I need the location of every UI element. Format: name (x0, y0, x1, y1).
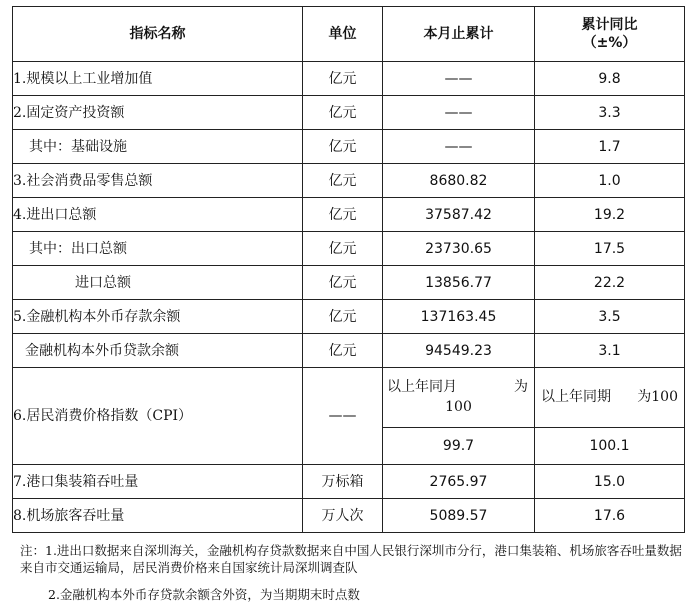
cpi-base-period (535, 368, 685, 428)
table-row (13, 198, 685, 232)
table-row (13, 266, 685, 300)
cpi-base-period-right: 为100 (637, 389, 678, 405)
row-unit: 万人次 (303, 499, 383, 533)
row-value: 94549.23 (383, 334, 535, 368)
row-yoy: 3.1 (535, 334, 685, 368)
cpi-name: 6.居民消费价格指数（CPI） (13, 368, 303, 465)
row-yoy: 1.0 (535, 164, 685, 198)
cpi-base-month-bottom: 100 (445, 399, 472, 415)
row-name: 5.金融机构本外币存款余额 (13, 300, 303, 334)
row-yoy: 3.5 (535, 300, 685, 334)
table-row (13, 164, 685, 198)
table-row (13, 232, 685, 266)
row-value: 8680.82 (383, 164, 535, 198)
row-unit: 亿元 (303, 198, 383, 232)
row-name: 4.进出口总额 (13, 198, 303, 232)
row-value: —— (383, 62, 535, 96)
table-row (13, 96, 685, 130)
row-unit: 亿元 (303, 334, 383, 368)
row-name: 金融机构本外币贷款余额 (13, 334, 303, 368)
row-name: 进口总额 (13, 266, 303, 300)
row-name: 1.规模以上工业增加值 (13, 62, 303, 96)
header-yoy-line2: （±%） (582, 35, 637, 51)
row-yoy: 17.5 (535, 232, 685, 266)
table-row (13, 62, 685, 96)
header-yoy (535, 7, 685, 62)
row-unit: 亿元 (303, 164, 383, 198)
row-name: 其中：基础设施 (13, 130, 303, 164)
row-yoy: 15.0 (535, 465, 685, 499)
cpi-unit: —— (303, 368, 383, 465)
footnote-1: 注：1.进出口数据来自深圳海关，金融机构存贷款数据来自中国人民银行深圳市分行，港口集装箱、机场旅客吞吐量数据来自市交通运输局，居民消费价格来自国家统计局深圳调查队 (20, 543, 682, 575)
row-value: 2765.97 (383, 465, 535, 499)
cpi-row (13, 368, 685, 428)
cpi-value: 99.7 (383, 427, 535, 464)
row-unit: 亿元 (303, 62, 383, 96)
header-indicator-name: 指标名称 (13, 7, 303, 62)
row-value: —— (383, 96, 535, 130)
table-row (13, 130, 685, 164)
header-unit: 单位 (303, 7, 383, 62)
row-unit: 亿元 (303, 232, 383, 266)
row-yoy: 3.3 (535, 96, 685, 130)
cpi-base-period-left: 以上年同期 (541, 389, 611, 405)
table-row (13, 334, 685, 368)
row-name: 7.港口集装箱吞吐量 (13, 465, 303, 499)
footnote-2: 2.金融机构本外币存贷款余额含外资，为当期期末时点数 (48, 587, 360, 602)
row-value: 23730.65 (383, 232, 535, 266)
cpi-base-month-right: 为 (514, 379, 528, 395)
row-name: 2.固定资产投资额 (13, 96, 303, 130)
row-yoy: 19.2 (535, 198, 685, 232)
statistics-table (12, 6, 685, 533)
header-cumulative: 本月止累计 (383, 7, 535, 62)
row-unit: 亿元 (303, 266, 383, 300)
row-unit: 万标箱 (303, 465, 383, 499)
table-row (13, 499, 685, 533)
row-name: 其中：出口总额 (13, 232, 303, 266)
cpi-base-month (383, 368, 535, 428)
row-yoy: 17.6 (535, 499, 685, 533)
row-value: 37587.42 (383, 198, 535, 232)
row-unit: 亿元 (303, 300, 383, 334)
row-value: 13856.77 (383, 266, 535, 300)
row-value: —— (383, 130, 535, 164)
footnotes (20, 542, 688, 603)
cpi-yoy: 100.1 (535, 427, 685, 464)
header-row (13, 7, 685, 62)
row-unit: 亿元 (303, 96, 383, 130)
table-row (13, 465, 685, 499)
row-value: 5089.57 (383, 499, 535, 533)
row-value: 137163.45 (383, 300, 535, 334)
row-yoy: 9.8 (535, 62, 685, 96)
row-yoy: 22.2 (535, 266, 685, 300)
cpi-base-month-left: 以上年同月 (387, 379, 457, 395)
row-unit: 亿元 (303, 130, 383, 164)
table-row (13, 300, 685, 334)
row-yoy: 1.7 (535, 130, 685, 164)
row-name: 8.机场旅客吞吐量 (13, 499, 303, 533)
header-yoy-line1: 累计同比 (581, 17, 638, 33)
row-name: 3.社会消费品零售总额 (13, 164, 303, 198)
